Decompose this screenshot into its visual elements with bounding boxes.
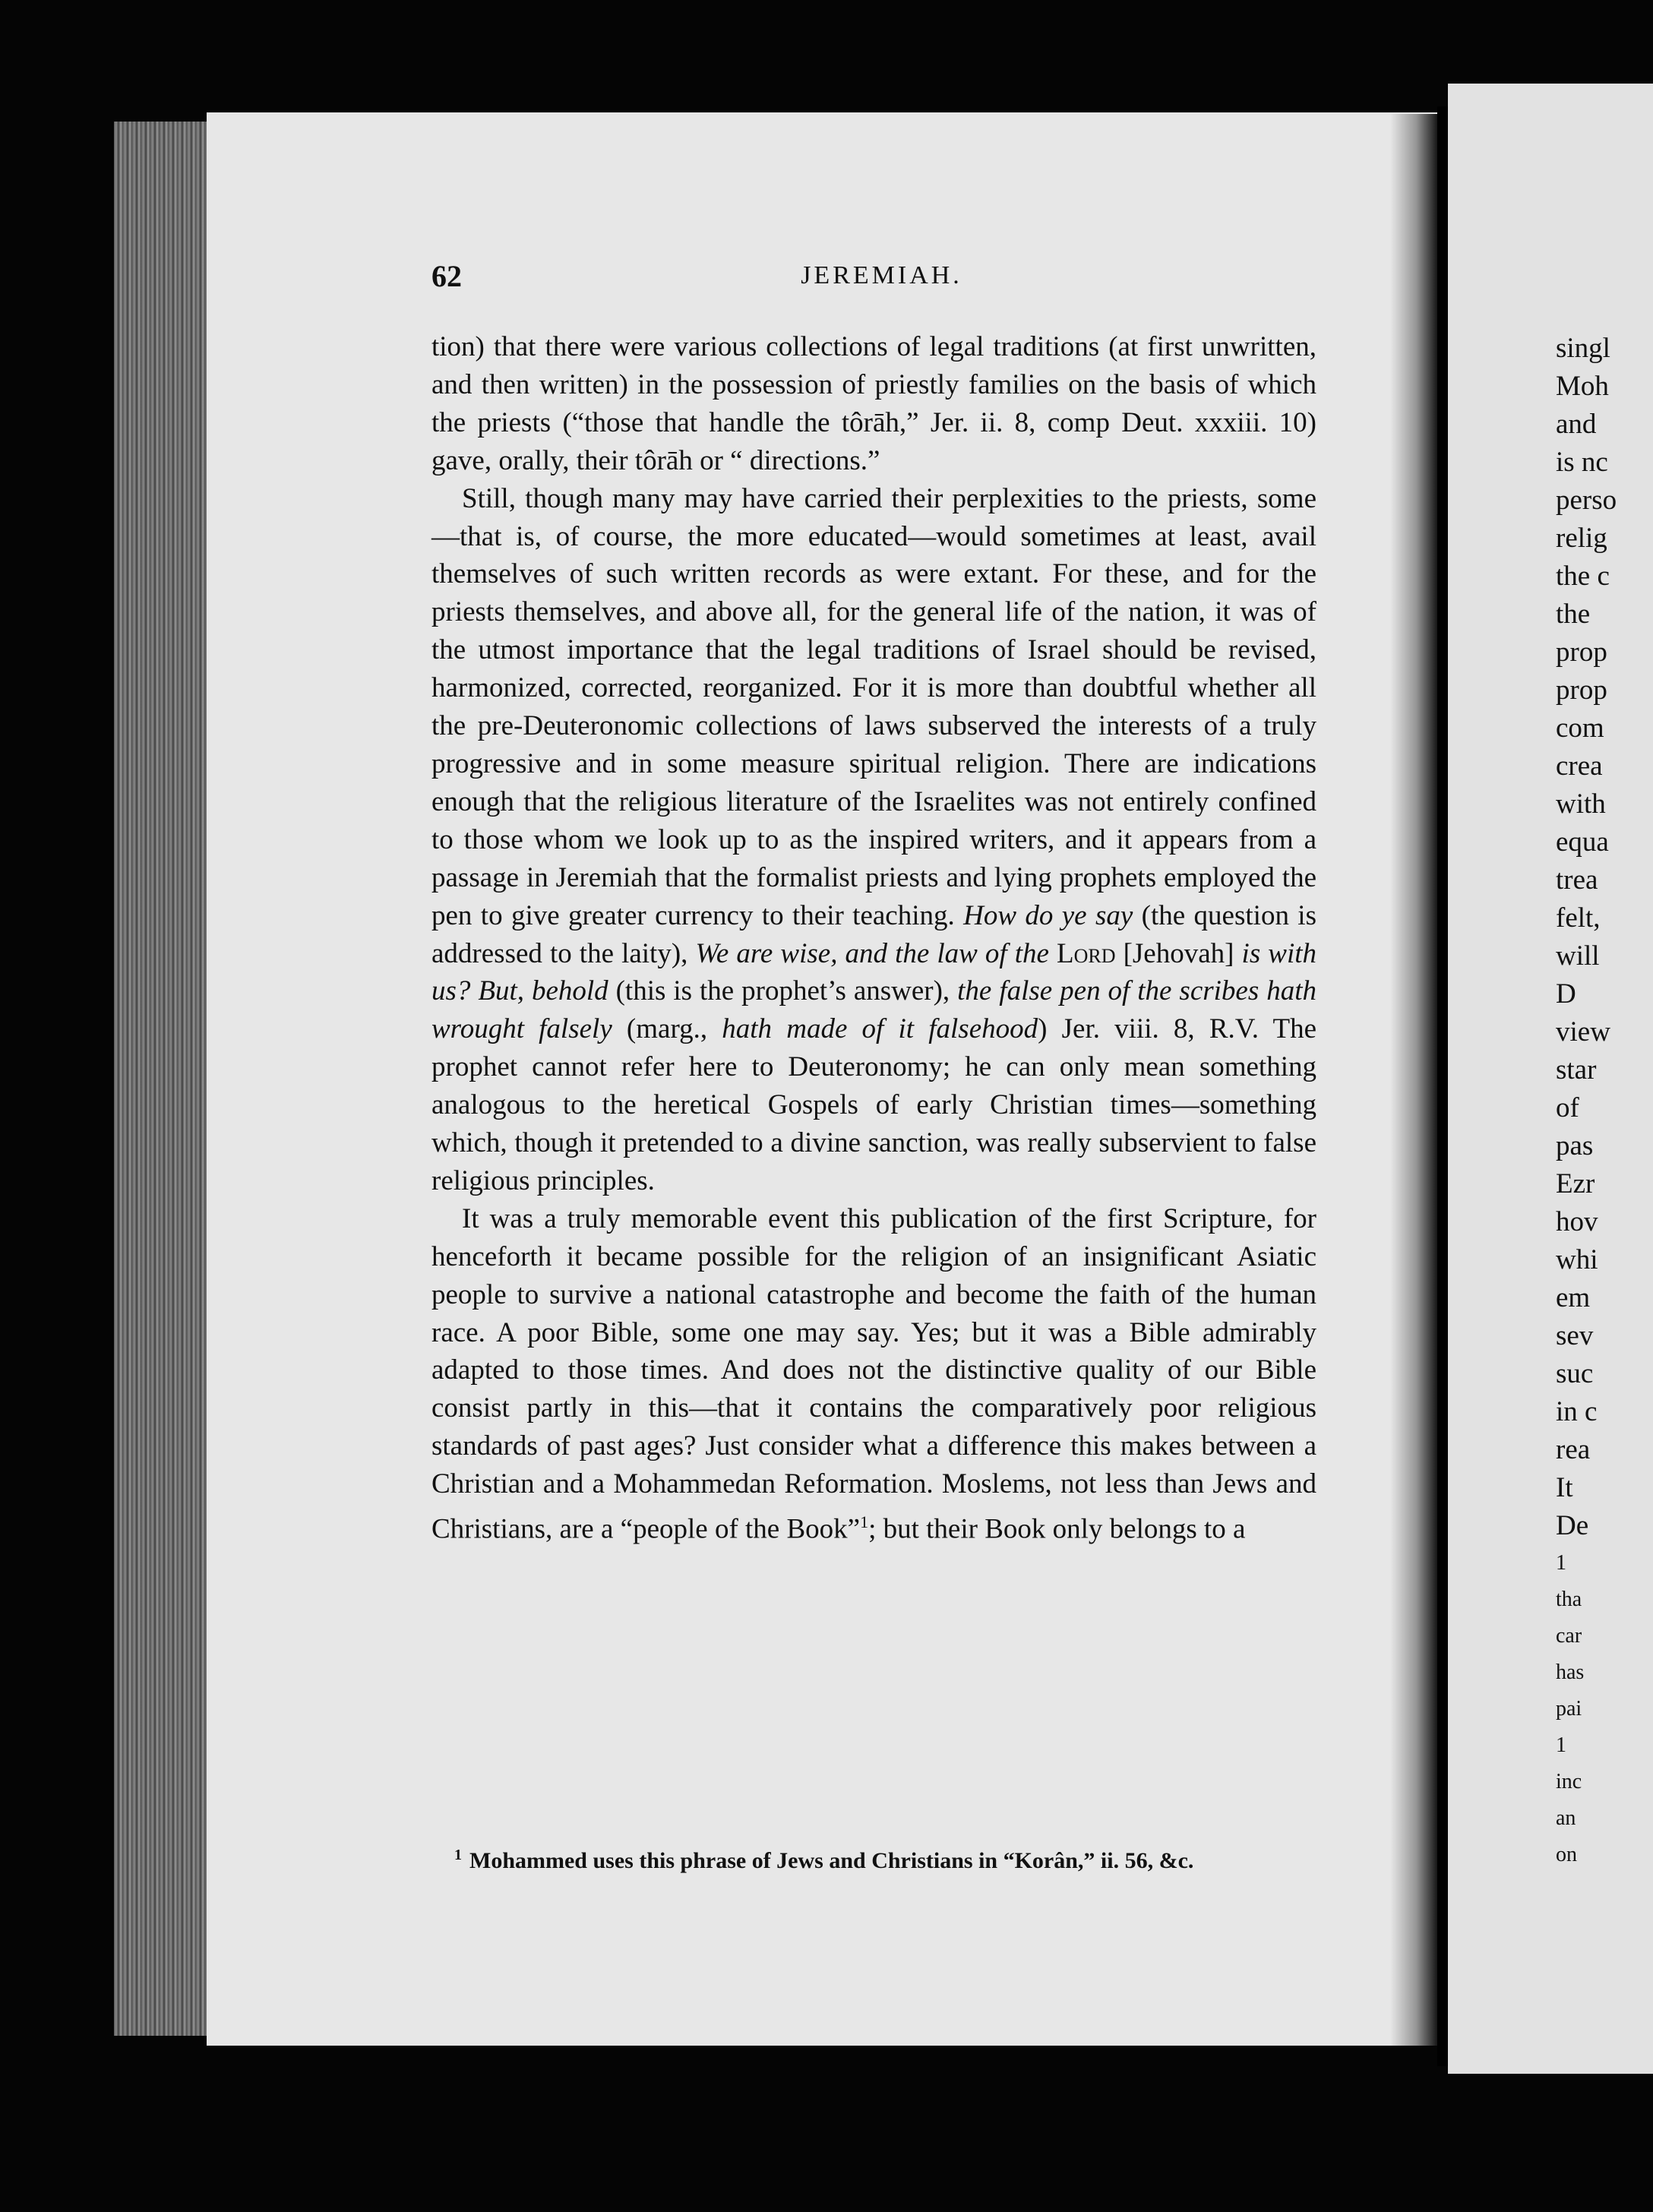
next-page-fragment: an [1556,1806,1576,1830]
next-page-fragment: prop [1556,675,1607,706]
paragraph-2-text-a: Still, though many may have carried their perplexities to the priests, some—that is, of course, the more educated—would sometimes at least, avail themselves of such written records as were extant. For these, and for the priests themselves, and above all, for the general life of the nation, it was of the utmost importance that the legal traditions of Israel should be revised, harmonized, corrected, reorganized. For it is more than doubtful whether all the pre-Deuteronomic collections of laws subserved the interests of a truly progressive and in some measure spiritual religion. There are indications enough that the religious literature of the Israelites was not entirely confined to those whom we look up to as the inspired writers, and it appears from a passage in Jeremiah that the formalist priests and lying prophets employed the pen to give greater currency to their teaching. [431,482,1316,931]
next-page-fragment: the c [1556,561,1610,592]
paragraph-2-text-c: [Jehovah] [1115,937,1242,969]
next-page-fragment: and [1556,409,1597,440]
next-page-fragment: the [1556,599,1591,630]
footnote-mark: 1 [454,1847,462,1863]
next-page-fragment: has [1556,1661,1585,1684]
next-page-fragment: prop [1556,637,1607,668]
next-page-fragment: relig [1556,523,1607,554]
next-page-fragment: It [1556,1472,1573,1503]
next-page-fragment: in c [1556,1396,1598,1427]
next-page-fragment: 1 [1556,1733,1566,1757]
paragraph-1-text: tion) that there were various collections of legal traditions (at first unwritten, and then written) in the possession of priestly families on the basis of which the priests (“those that handle the tôrāh,” Jer. ii. 8, comp Deut. xxxiii. 10) gave, orally, their tôrāh or “ directions.” [431,331,1316,476]
paragraph-2-text-e: (marg., [612,1013,722,1045]
quote-is-with-us: is with us? But, behold [431,937,1317,1007]
next-page-fragment: inc [1556,1770,1582,1793]
footnote [431,1840,1316,1876]
next-page-fragment: will [1556,940,1600,972]
paragraph-2-text-d: (this is the prophet’s answer), [608,975,958,1007]
next-page-fragment: car [1556,1624,1582,1648]
next-page-fragment: Moh [1556,371,1609,402]
next-page-fragment: De [1556,1510,1589,1541]
next-page-fragment: rea [1556,1434,1591,1465]
quote-we-are-wise: We are wise, and the law of the [695,937,1049,969]
footnote-reference: 1 [860,1512,869,1532]
next-page-fragment: 1 [1556,1551,1566,1575]
book-spine [1437,106,1448,2066]
next-page-fragment: sev [1556,1320,1594,1351]
next-page-fragment: pas [1556,1130,1594,1161]
paragraph-3-text-b: ; but their Book only belongs to a [868,1513,1246,1545]
paragraph-2-text-f: ) Jer. viii. 8, R.V. The prophet cannot refer here to Deuteronomy; he can only mean something analogous to the heretical Gospels of early Christian times—something which, though it pretended to a divine sanction, was really subservient to false religious principles. [431,1013,1316,1196]
body-text [431,328,1316,1548]
page-number: 62 [431,259,462,293]
next-page-fragment: of [1556,1092,1579,1123]
next-page-fragment: whi [1556,1244,1598,1275]
next-page-fragment: Ezr [1556,1168,1595,1199]
paragraph-3-text-a: It was a truly memorable event this publication of the first Scripture, for henceforth it became possible for the religion of an insignificant Asiatic people to survive a national catastrophe and become the faith of the human race. A poor Bible, some one may say. Yes; but it was a Bible admirably adapted to those times. And does not the distinctive quality of our Bible consist partly in this—that it contains the comparatively poor religious standards of past ages? Just consider what a difference this makes between a Christian and a Mohammedan Reformation. Moslems, not less than Jews and Christians, are a “people of the Book” [431,1202,1316,1545]
next-page-fragment: star [1556,1054,1597,1085]
footnote-text: Mohammed uses this phrase of Jews and Christians in “Korân,” ii. 56, &c. [469,1848,1194,1873]
next-page-fragment: is nc [1556,447,1608,478]
next-page-fragment: felt, [1556,902,1601,934]
quote-how-do-ye-say: How do ye say [963,899,1133,931]
paragraph-2 [431,480,1316,1200]
quote-false-pen: the false pen of the scribes hath wrought falsely [431,975,1316,1045]
next-page-fragment: trea [1556,864,1598,896]
next-page-fragment: D [1556,978,1576,1010]
quote-hath-made: hath made of it falsehood [722,1013,1038,1045]
next-page-fragment: suc [1556,1358,1594,1389]
next-page-text-fragments [1556,330,1653,1873]
next-page-fragment: singl [1556,333,1610,364]
next-page-fragment: crea [1556,750,1603,782]
next-page-fragment: equa [1556,826,1609,858]
running-head: JEREMIAH. [801,261,962,289]
paragraph-1 [431,328,1316,480]
next-page-fragment: perso [1556,485,1617,516]
page-edges [114,122,209,2036]
paragraph-3 [431,1200,1316,1548]
page-header [431,258,1332,304]
next-page-fragment: view [1556,1016,1610,1048]
next-page-fragment: tha [1556,1588,1582,1611]
next-page-fragment: com [1556,713,1604,744]
gutter-shadow [1390,114,1437,2046]
next-page-fragment: with [1556,788,1606,820]
next-page-fragment: pai [1556,1697,1582,1721]
next-page-fragment: on [1556,1843,1577,1866]
lord-small-caps: Lord [1057,937,1116,969]
next-page-fragment: em [1556,1282,1591,1313]
next-page-fragment: hov [1556,1206,1598,1237]
paragraph-2-text-b: (the question is addressed to the laity), [431,899,1316,969]
